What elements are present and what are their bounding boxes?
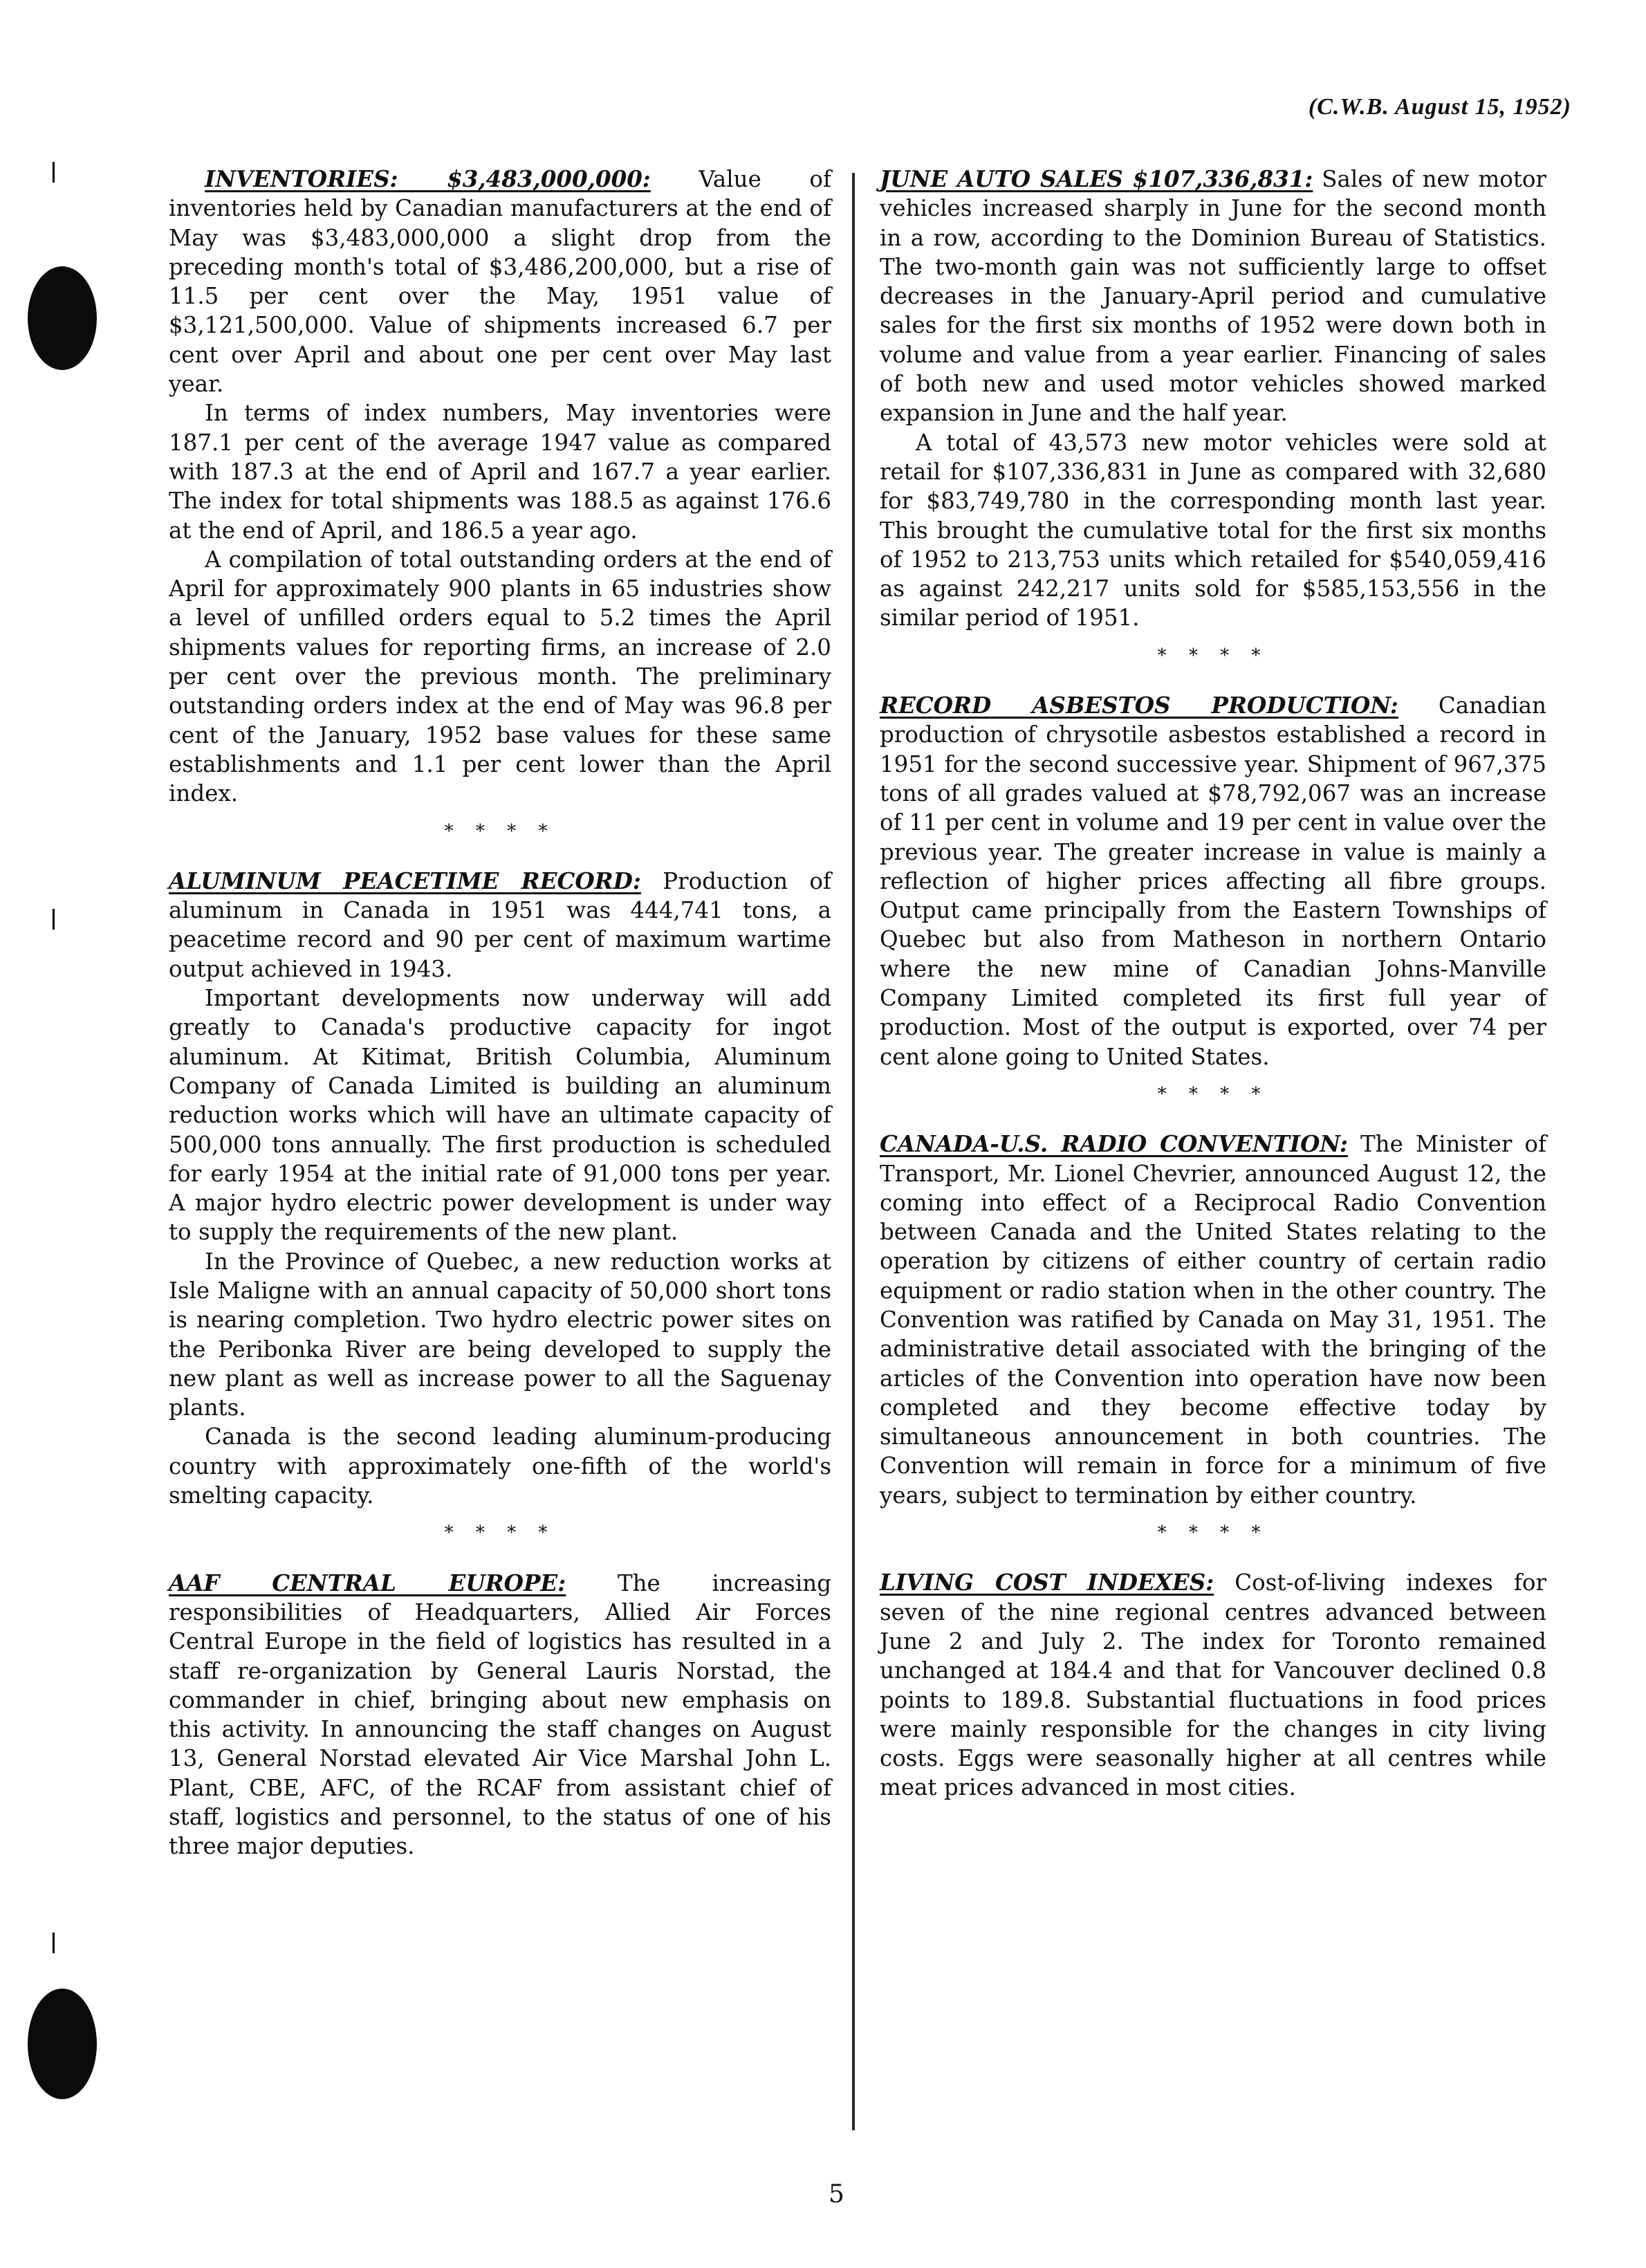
article-asbestos: [880, 691, 1546, 1071]
section-separator: * * * *: [444, 820, 556, 842]
article-text: The Minister of Transport, Mr. Lionel Chevrier, announced August 12, the coming into effect of a Reciprocal Radio Convention between Canada and the United States relating to the operation by citizens of either country of certain radio equipment or radio station when in the other country. The Convention was ratified by Canada on May 31, 1951. The administrative detail associated with the bringing of the articles of the Convention into operation have now been completed and they become effective today by simultaneous announcement in both countries. The Convention will remain in force for a minimum of five years, subject to termination by either country.: [880, 1131, 1546, 1509]
column-divider: [852, 173, 855, 2130]
page-number: 5: [829, 2180, 844, 2209]
article-text: Canadian production of chrysotile asbestos established a record in 1951 for the second successive year. Shipment of 967,375 tons of all grades valued at $78,792,067 was an increase of 11 per cent in volume and 19 per cent in value over the previous year. The greater increase in value is mainly a reflection of higher prices affecting all fibre groups. Output came principally from the Eastern Townships of Quebec but also from Matheson in northern Ontario where the new mine of Canadian Johns-Manville Company Limited completed its first full year of production. Most of the output is exported, over 74 per cent alone going to United States.: [880, 692, 1546, 1070]
article-heading: LIVING COST INDEXES:: [880, 1569, 1214, 1596]
margin-mark: |: [50, 906, 57, 930]
article-living-cost: [880, 1568, 1546, 1802]
article-text: The increasing responsibilities of Headquarters, Allied Air Forces Central Europe in the field of logistics has resulted in a staff re-organization by General Lauris Norstad, the commander in chief, bringing about new emphasis on this activity. In announcing the staff changes on August 13, General Norstad elevated Air Vice Marshal John L. Plant, CBE, AFC, of the RCAF from assistant chief of staff, logistics and personnel, to the status of one of his three major deputies.: [169, 1569, 831, 1860]
article-paragraph: Important developments now underway will add greatly to Canada's productive capacity for ingot aluminum. At Kitimat, British Columbia, Aluminum Company of Canada Limited is building an aluminum reduction works which will have an ultimate capacity of 500,000 tons annually. The first production is scheduled for early 1954 at the initial rate of 91,000 tons per year. A major hydro electric power development is under way to supply the requirements of the new plant.: [169, 985, 831, 1246]
article-paragraph: [169, 165, 831, 398]
article-paragraph: Canada is the second leading aluminum-producing country with approximately one-fifth of the world's smelting capacity.: [169, 1423, 831, 1509]
article-heading: CANADA-U.S. RADIO CONVENTION:: [880, 1130, 1348, 1158]
article-paragraph: [880, 165, 1546, 428]
publication-header: (C.W.B. August 15, 1952): [1308, 94, 1571, 120]
section-separator: * * * *: [444, 1522, 556, 1544]
article-paragraph: [169, 1569, 831, 1861]
article-paragraph: In the Province of Quebec, a new reduction works at Isle Maligne with an annual capacity of 50,000 short tons is nearing completion. Two hydro electric power sites on the Peribonka River are being developed to supply the new plant as well as increase power to all the Saguenay plants.: [169, 1248, 831, 1421]
article-text: Sales of new motor vehicles increased sharply in June for the second month in a row, according to the Dominion Bureau of Statistics. The two-month gain was not sufficiently large to offset decreases in the January-April period and cumulative sales for the first six months of 1952 were down both in volume and value from a year earlier. Financing of sales of both new and used motor vehicles showed marked expansion in June and the half year.: [880, 166, 1546, 427]
article-paragraph: [880, 1130, 1546, 1510]
article-heading: AAF CENTRAL EUROPE:: [169, 1569, 566, 1596]
article-paragraph: [880, 691, 1546, 1071]
section-separator: * * * *: [1157, 645, 1269, 666]
article-paragraph: [880, 1568, 1546, 1802]
article-paragraph: [169, 867, 831, 984]
section-separator: * * * *: [1157, 1522, 1269, 1544]
punch-hole-bottom: [28, 1989, 97, 2099]
article-june-auto-sales: [880, 165, 1546, 633]
article-paragraph: A total of 43,573 new motor vehicles were sold at retail for $107,336,831 in June as compared with 32,680 for $83,749,780 in the corresponding month last year. This brought the cumulative total for the first six months of 1952 to 213,753 units which retailed for $540,059,416 as against 242,217 units sold for $585,153,556 in the similar period of 1951.: [880, 429, 1546, 631]
article-text: Cost-of-living indexes for seven of the nine regional centres advanced between June 2 and July 2. The index for Toronto remained unchanged at 184.4 and that for Vancouver declined 0.8 points to 189.8. Substantial fluctuations in food prices were mainly responsible for the changes in city living costs. Eggs were seasonally higher at all centres while meat prices advanced in most cities.: [880, 1569, 1547, 1801]
margin-mark: |: [50, 1930, 57, 1954]
punch-hole-top: [28, 266, 97, 370]
margin-mark: |: [50, 159, 57, 183]
article-heading: INVENTORIES: $3,483,000,000:: [205, 165, 651, 192]
article-text: Value of inventories held by Canadian manufacturers at the end of May was $3,483,000,000 a slight drop from the preceding month's total of $3,486,200,000, but a rise of 11.5 per cent over the May, 1951 value of $3,121,500,000. Value of shipments increased 6.7 per cent over April and about one per cent over May last year.: [169, 166, 831, 398]
article-aluminum: [169, 867, 831, 1511]
article-paragraph: In terms of index numbers, May inventories were 187.1 per cent of the average 1947 value as compared with 187.3 at the end of April and 167.7 a year earlier. The index for total shipments was 188.5 as against 176.6 at the end of April, and 186.5 a year ago.: [169, 400, 831, 544]
article-aaf-central-europe: [169, 1569, 831, 1861]
article-heading: ALUMINUM PEACETIME RECORD:: [169, 867, 641, 894]
section-separator: * * * *: [1157, 1083, 1269, 1105]
article-radio-convention: [880, 1130, 1546, 1510]
article-inventories: [169, 165, 831, 809]
article-heading: RECORD ASBESTOS PRODUCTION:: [880, 692, 1398, 719]
article-heading: JUNE AUTO SALES $107,336,831:: [880, 165, 1313, 192]
left-column: [169, 165, 831, 1861]
article-paragraph: A compilation of total outstanding orders at the end of April for approximately 900 plants in 65 industries show a level of unfilled orders equal to 5.2 times the April shipments values for reporting firms, an increase of 2.0 per cent over the previous month. The preliminary outstanding orders index at the end of May was 96.8 per cent of the January, 1952 base values for these same establishments and 1.1 per cent lower than the April index.: [169, 546, 831, 807]
right-column: [880, 165, 1546, 1803]
article-text: Production of aluminum in Canada in 1951 was 444,741 tons, a peacetime record and 90 per cent of maximum wartime output achieved in 1943.: [169, 867, 831, 982]
